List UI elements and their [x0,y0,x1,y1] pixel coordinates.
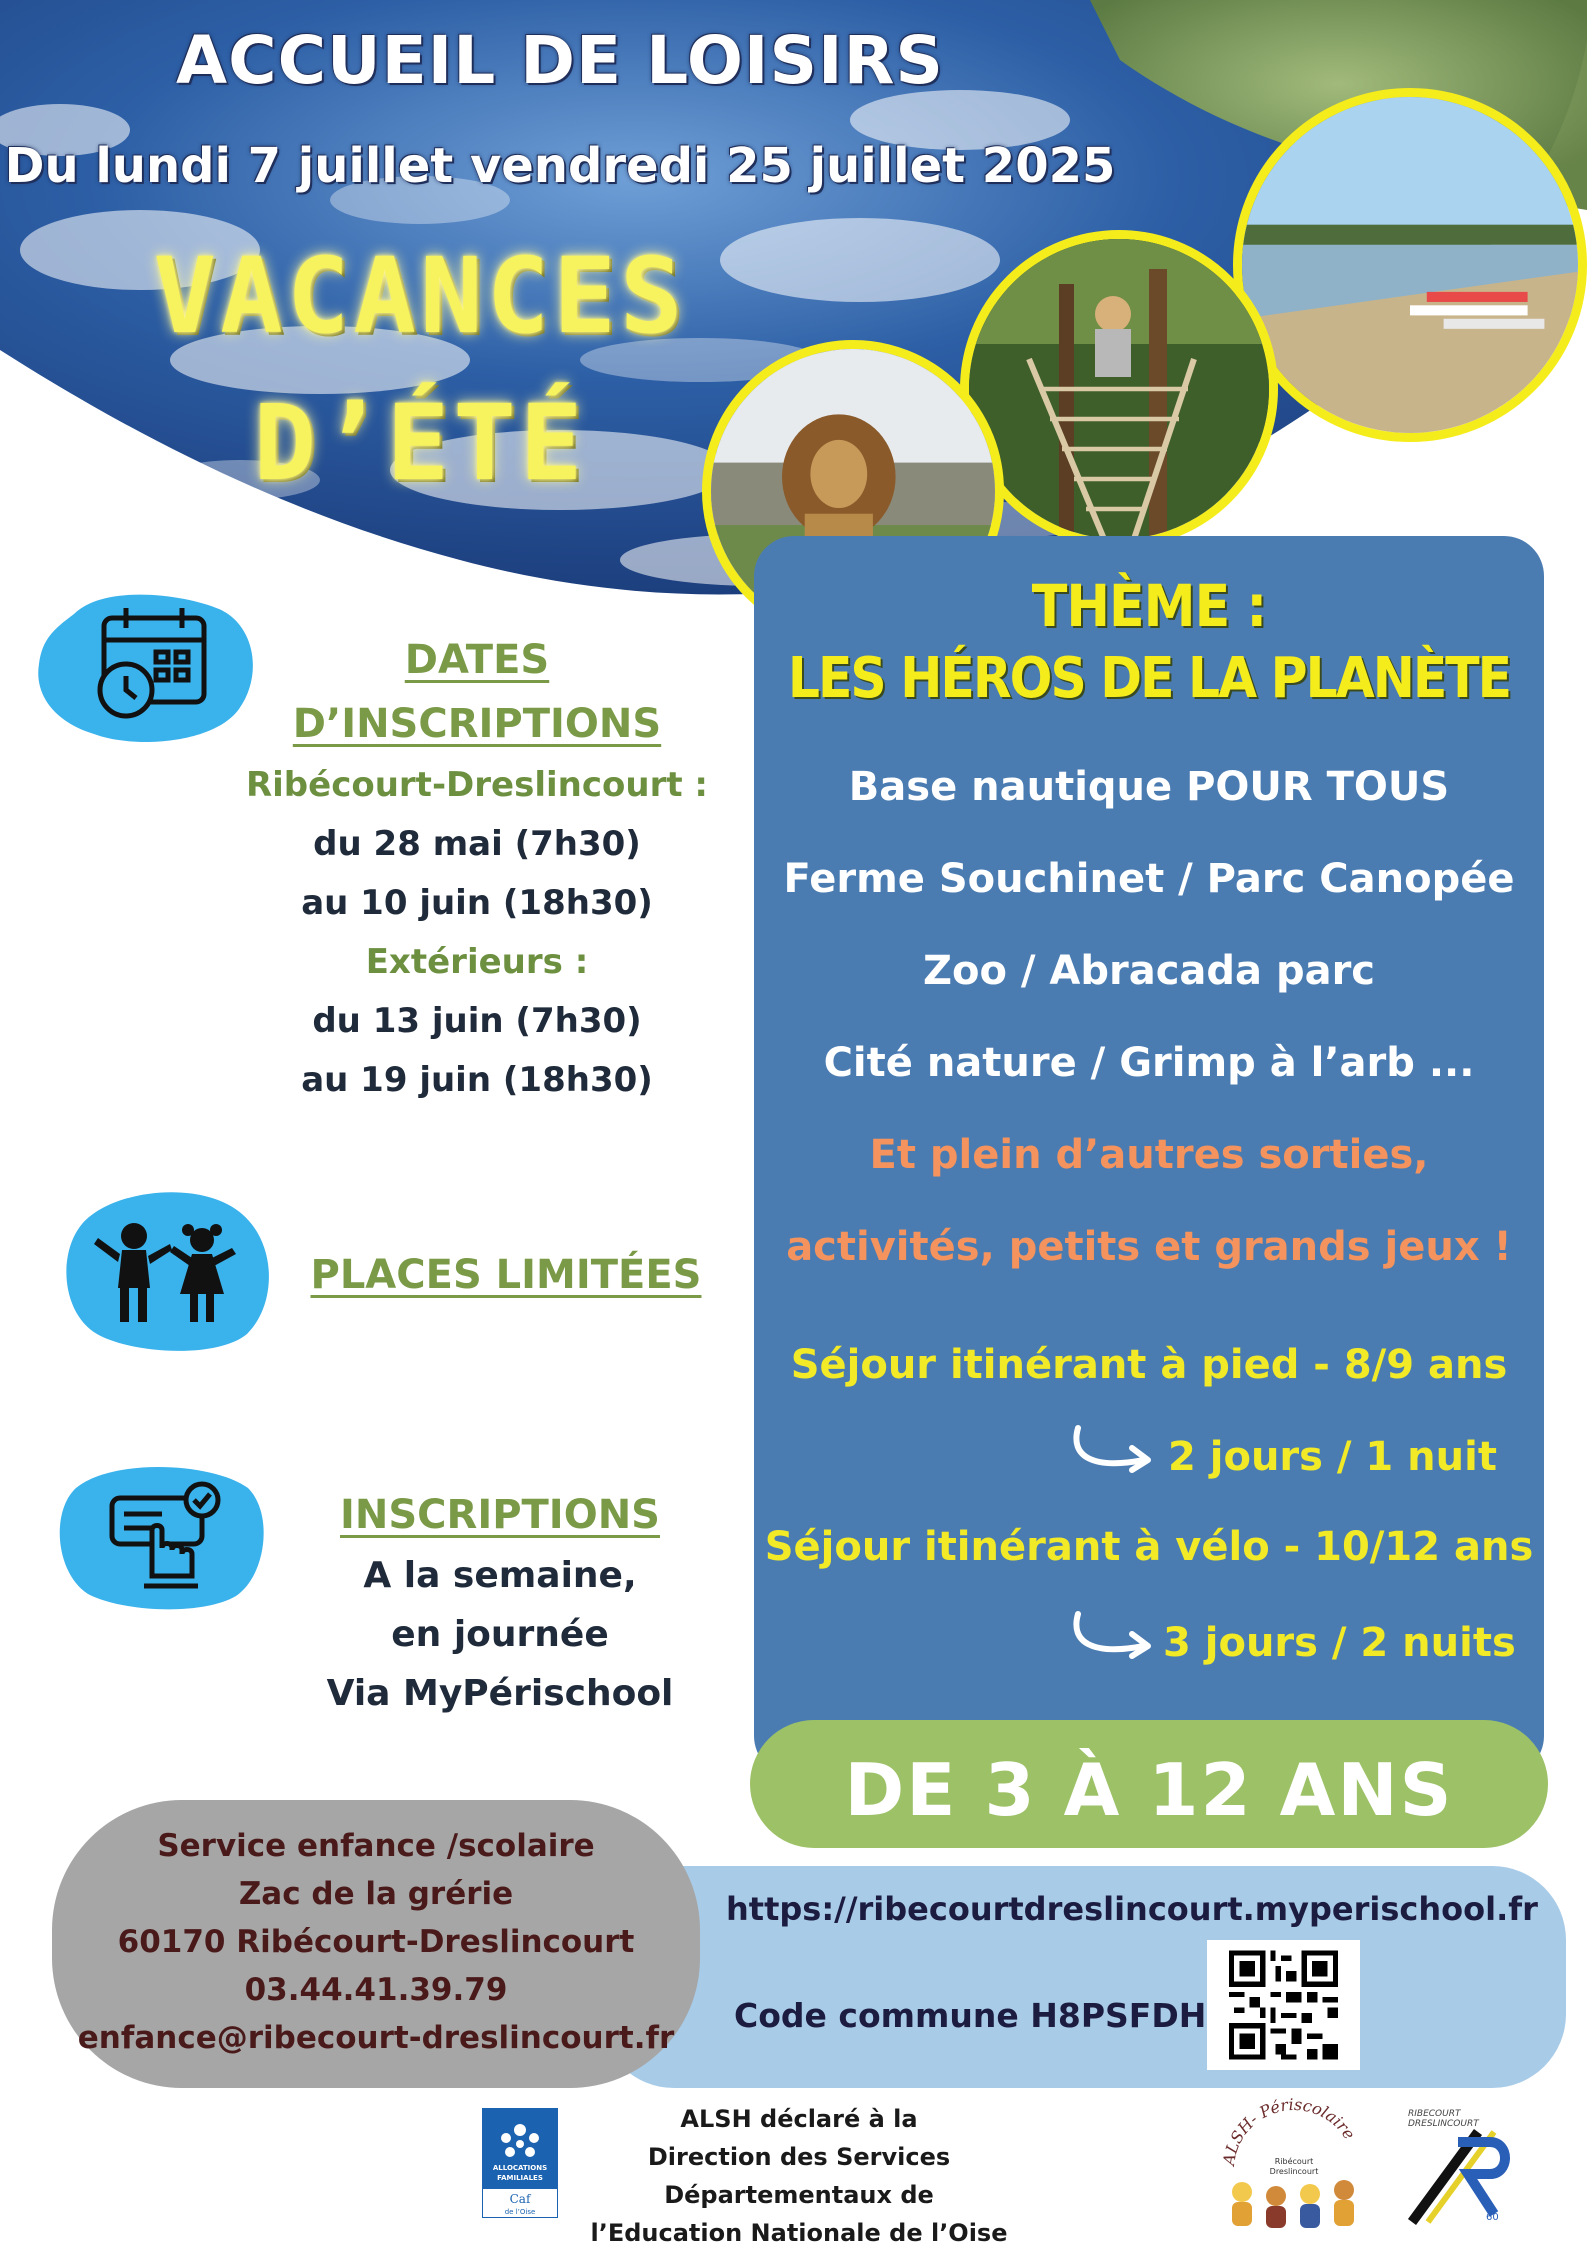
vacances-heading: VACANCES [153,235,687,357]
footer-line2: Direction des Services Départementaux de [647,2143,951,2209]
dates-inscriptions-block [222,628,732,1110]
places-limitees-label: PLACES LIMITÉES [310,1252,702,1298]
ville-logo-line2: DRESLINCOURT [1408,2119,1479,2129]
phone-number[interactable]: 03.44.41.39.79 [244,1972,508,2008]
footer-line1: ALSH déclaré à la [680,2105,918,2133]
rope-bridge-photo [960,230,1278,548]
dates-heading-line2: D’INSCRIPTIONS [292,701,662,747]
theme-label: THÈME : [1031,572,1267,640]
activity-item: Ferme Souchinet / Parc Canopée [783,856,1515,902]
more-activities-line2: activités, petits et grands jeux ! [786,1224,1512,1270]
ete-heading: D’ÉTÉ [253,382,587,504]
caf-text-2: FAMILIALES [497,2174,543,2182]
inscriptions-blob [52,1458,268,1610]
range2-to: au 19 juin (18h30) [301,1060,653,1100]
caf-text-4: de l’Oise [504,2208,536,2216]
ville-logo-line1: RIBECOURT [1408,2109,1461,2119]
range1-from: du 28 mai (7h30) [313,824,641,864]
caf-text-1: ALLOCATIONS [492,2164,548,2172]
activity-item: Base nautique POUR TOUS [848,764,1450,810]
inscriptions-heading: INSCRIPTIONS [340,1492,660,1538]
title-accueil-de-loisirs: ACCUEIL DE LOISIRS [176,22,944,99]
caf-text-3: Caf [509,2192,531,2206]
activity-item: Zoo / Abracada parc [922,948,1376,994]
curved-arrow-icon [1066,1420,1162,1480]
dates-heading-line1: DATES [404,637,550,683]
location-ribecourt: Ribécourt-Dreslincourt : [245,765,709,805]
qr-code[interactable] [1207,1940,1360,2070]
inscriptions-line1: A la semaine, [363,1555,637,1596]
caf-logo [482,2108,558,2218]
contact-block [66,1822,686,2062]
inscriptions-line3: Via MyPérischool [326,1673,674,1714]
inscriptions-block [290,1484,710,1723]
footer-declaration [584,2100,1014,2245]
address-line1: Zac de la grérie [238,1876,514,1912]
inscriptions-line2: en journée [391,1614,609,1655]
sejour-velo-detail: 3 jours / 2 nuits [1163,1620,1516,1666]
alsh-logo-sub2: Dreslincourt [1269,2167,1319,2176]
service-name: Service enfance /scolaire [157,1828,595,1864]
sejour-velo: Séjour itinérant à vélo - 10/12 ans [764,1524,1534,1570]
more-activities-line1: Et plein d’autres sorties, [869,1132,1429,1178]
alsh-logo-sub1: Ribécourt [1274,2157,1314,2166]
age-range: DE 3 À 12 ANS [844,1748,1454,1832]
sejour-pied-detail: 2 jours / 1 nuit [1168,1434,1497,1480]
email-address[interactable]: enfance@ribecourt-dreslincourt.fr [77,2020,675,2056]
location-exterieurs: Extérieurs : [365,942,589,982]
curved-arrow-icon [1066,1606,1162,1666]
sejour-pied: Séjour itinérant à pied - 8/9 ans [790,1342,1508,1388]
ville-logo-num: 60 [1486,2212,1499,2223]
activity-item: Cité nature / Grimp à l’arb ... [823,1040,1475,1086]
theme-title: LES HÉROS DE LA PLANÈTE [787,646,1511,711]
range2-from: du 13 juin (7h30) [312,1001,642,1041]
children-blob [52,1184,276,1352]
title-dates: Du lundi 7 juillet vendredi 25 juillet 2025 [4,138,1116,194]
footer-line3: l’Education Nationale de l’Oise [590,2219,1008,2245]
code-commune: Code commune H8PSFDH [734,1996,1207,2035]
alsh-logo-text: ALSH- Périscolaire [1219,2094,1360,2167]
myperischool-link[interactable]: https://ribecourtdreslincourt.myperischool.fr [726,1890,1538,1928]
alsh-periscolaire-logo [1214,2090,1372,2236]
lake-photo [1233,88,1587,442]
range1-to: au 10 juin (18h30) [301,883,653,923]
address-line2: 60170 Ribécourt-Dreslincourt [117,1924,635,1960]
ribecourt-city-logo [1398,2102,1518,2228]
